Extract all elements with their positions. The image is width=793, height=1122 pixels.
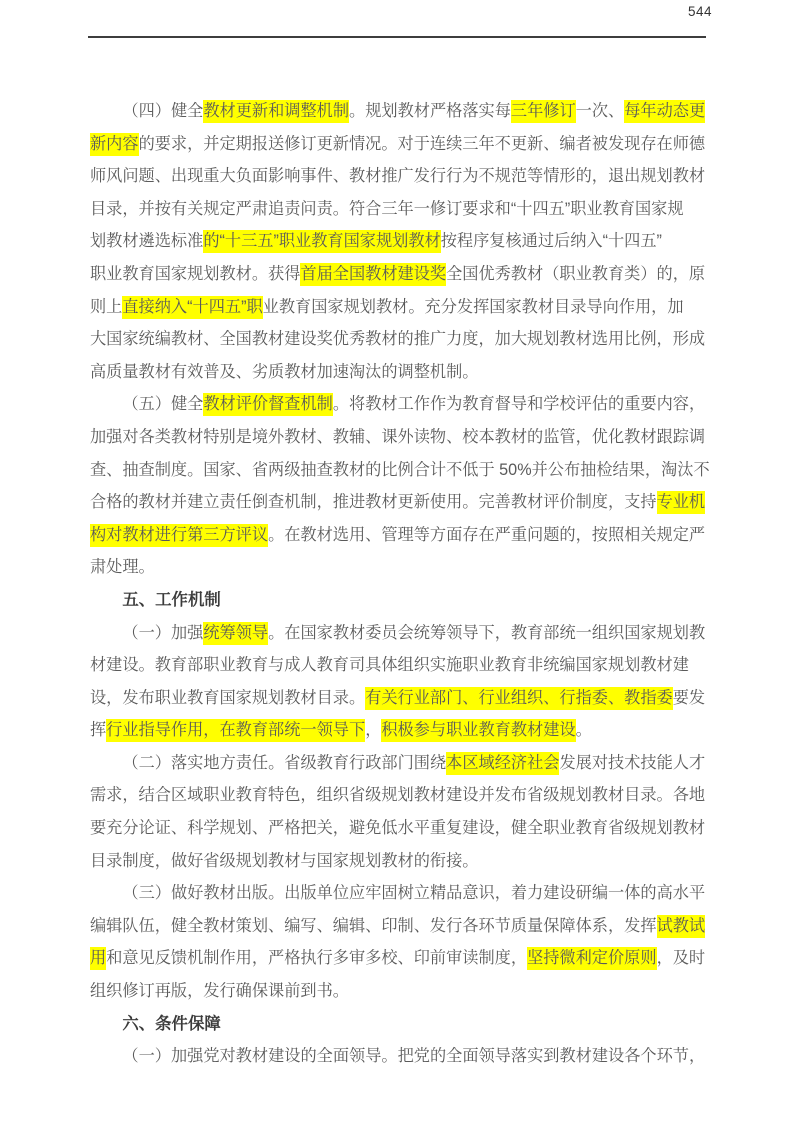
text-segment: （一）加强党对教材建设的全面领导。把党的全面领导落实到教材建设各个环节， bbox=[122, 1047, 706, 1066]
text-segment: 编辑队伍，健全教材策划、编写、编辑、印制、发行各环节质量保障体系，发挥 bbox=[90, 916, 657, 935]
highlighted-text: 积极参与职业教育教材建设 bbox=[381, 719, 575, 742]
highlighted-text: 教材评价督查机制 bbox=[203, 393, 333, 416]
text-segment: 查、抽查制度。国家、省两级抽查教材的比例合计不低于 50%并公布抽检结果，淘汰不 bbox=[90, 460, 710, 479]
text-line bbox=[90, 845, 715, 878]
text-line bbox=[90, 421, 715, 454]
text-segment: （三）做好教材出版。出版单位应牢固树立精品意识，着力建设研编一体的高水平 bbox=[122, 884, 706, 903]
text-line bbox=[90, 356, 715, 389]
text-segment: 。在教材选用、管理等方面存在严重问题的，按照相关规定严 bbox=[268, 525, 706, 544]
text-line bbox=[90, 128, 715, 161]
text-segment: 要发 bbox=[672, 688, 706, 707]
highlighted-text: 坚持微利定价原则 bbox=[527, 947, 657, 970]
text-segment: 职业教育国家规划教材。获得 bbox=[90, 264, 301, 283]
text-segment: 的要求，并定期报送修订更新情况。对于连续三年不更新、编者被发现存在师德 bbox=[138, 134, 706, 153]
text-line bbox=[90, 812, 715, 845]
text-line bbox=[90, 877, 715, 910]
text-line bbox=[90, 225, 715, 258]
text-segment: 。将教材工作作为教育督导和学校评估的重要内容， bbox=[332, 395, 706, 414]
text-line bbox=[90, 714, 715, 747]
text-segment: 按程序复核通过后纳入“十四五” bbox=[440, 232, 662, 251]
highlighted-text: 新内容 bbox=[90, 133, 139, 156]
text-segment: 一次、 bbox=[575, 102, 625, 120]
text-line bbox=[90, 160, 715, 193]
text-line bbox=[90, 910, 715, 943]
text-segment: （二）落实地方责任。省级教育行政部门围绕 bbox=[122, 753, 447, 772]
text-segment: 业教育国家规划教材。充分发挥国家教材目录导向作用，加 bbox=[262, 297, 684, 316]
text-line bbox=[90, 551, 715, 584]
highlighted-text: 有关行业部门、行业组织、行指委、教指委 bbox=[365, 687, 673, 710]
text-line bbox=[90, 454, 715, 487]
text-segment: 大国家统编教材、全国教材建设奖优秀教材的推广力度，加大规划教材选用比例，形成 bbox=[90, 330, 706, 349]
text-segment: 设，发布职业教育国家规划教材目录。 bbox=[90, 688, 366, 707]
text-line bbox=[90, 95, 715, 128]
text-segment: 发展对技术技能人才 bbox=[559, 753, 706, 772]
page-number: 544 bbox=[687, 4, 712, 19]
text-line bbox=[90, 519, 715, 552]
text-segment: 目录制度，做好省级规划教材与国家规划教材的衔接。 bbox=[90, 851, 479, 870]
text-segment: 要充分论证、科学规划、严格把关，避免低水平重复建设，健全职业教育省级规划教材 bbox=[90, 819, 706, 838]
section-heading: 六、条件保障 bbox=[122, 1014, 221, 1033]
text-line bbox=[90, 942, 715, 975]
text-line bbox=[90, 193, 715, 226]
text-line bbox=[90, 486, 715, 519]
highlighted-text: 本区域经济社会 bbox=[446, 752, 559, 775]
text-segment: 材建设。教育部职业教育与成人教育司具体组织实施职业教育非统编国家规划教材建 bbox=[90, 656, 689, 675]
text-line bbox=[90, 617, 715, 650]
document-body bbox=[90, 95, 715, 1073]
text-segment: 。规划教材严格落实每 bbox=[349, 102, 511, 120]
highlighted-text: 统筹领导 bbox=[203, 622, 268, 645]
text-line bbox=[90, 388, 715, 421]
text-line bbox=[90, 291, 715, 324]
highlighted-text: 专业机 bbox=[657, 491, 706, 514]
section-heading: 五、工作机制 bbox=[122, 590, 221, 609]
text-line bbox=[90, 682, 715, 715]
text-segment: 组织修订再版，发行确保课前到书。 bbox=[90, 982, 349, 1001]
text-segment: （四）健全 bbox=[122, 102, 204, 120]
highlighted-text: 试教试 bbox=[657, 915, 706, 938]
highlighted-text: 三年修订 bbox=[511, 100, 576, 123]
text-line bbox=[90, 975, 715, 1008]
text-segment: 肃处理。 bbox=[90, 558, 155, 577]
text-line bbox=[90, 1040, 715, 1073]
text-segment: 和意见反馈机制作用，严格执行多审多校、印前审读制度， bbox=[106, 949, 528, 968]
text-line bbox=[90, 747, 715, 780]
text-segment: ，及时 bbox=[656, 949, 706, 968]
text-segment: 高质量教材有效普及、劣质教材加速淘汰的调整机制。 bbox=[90, 362, 479, 381]
text-segment: （五）健全 bbox=[122, 395, 204, 414]
highlighted-text: 用 bbox=[90, 947, 106, 970]
highlighted-text: 直接纳入“十四五”职 bbox=[122, 296, 262, 319]
text-segment: （一）加强 bbox=[122, 623, 204, 642]
text-segment: 全国优秀教材（职业教育类）的，原 bbox=[446, 264, 706, 283]
text-segment: 需求，结合区域职业教育特色，组织省级规划教材建设并发布省级规划教材目录。各地 bbox=[90, 786, 706, 805]
text-line bbox=[90, 258, 715, 291]
highlighted-text: 教材更新和调整机制 bbox=[203, 100, 349, 123]
highlighted-text: 的“十三五”职业教育国家规划教材 bbox=[203, 230, 440, 253]
text-segment: 。在国家教材委员会统筹领导下，教育部统一组织国家规划教 bbox=[268, 623, 706, 642]
text-segment: 挥 bbox=[90, 721, 107, 740]
text-segment: 。 bbox=[575, 721, 592, 740]
header-rule bbox=[88, 36, 706, 38]
highlighted-text: 构对教材进行第三方评议 bbox=[90, 524, 268, 547]
text-line bbox=[90, 649, 715, 682]
text-segment: 师风问题、出现重大负面影响事件、教材推广发行行为不规范等情形的，退出规划教材 bbox=[90, 167, 706, 186]
highlighted-text: 每年动态更 bbox=[624, 100, 705, 123]
text-segment: 加强对各类教材特别是境外教材、教辅、课外读物、校本教材的监管，优化教材跟踪调 bbox=[90, 427, 706, 446]
text-line bbox=[90, 779, 715, 812]
text-segment: 合格的教材并建立责任倒查机制，推进教材更新使用。完善教材评价制度，支持 bbox=[90, 493, 657, 512]
text-segment: 划教材遴选标准 bbox=[90, 232, 204, 251]
text-segment: 目录，并按有关规定严肃追责问责。符合三年一修订要求和“十四五”职业教育国家规 bbox=[90, 199, 684, 218]
highlighted-text: 首届全国教材建设奖 bbox=[300, 263, 446, 286]
highlighted-text: 行业指导作用，在教育部统一领导下 bbox=[106, 719, 365, 742]
text-line bbox=[90, 323, 715, 356]
text-segment: 则上 bbox=[90, 297, 123, 316]
text-segment: ， bbox=[365, 721, 382, 740]
